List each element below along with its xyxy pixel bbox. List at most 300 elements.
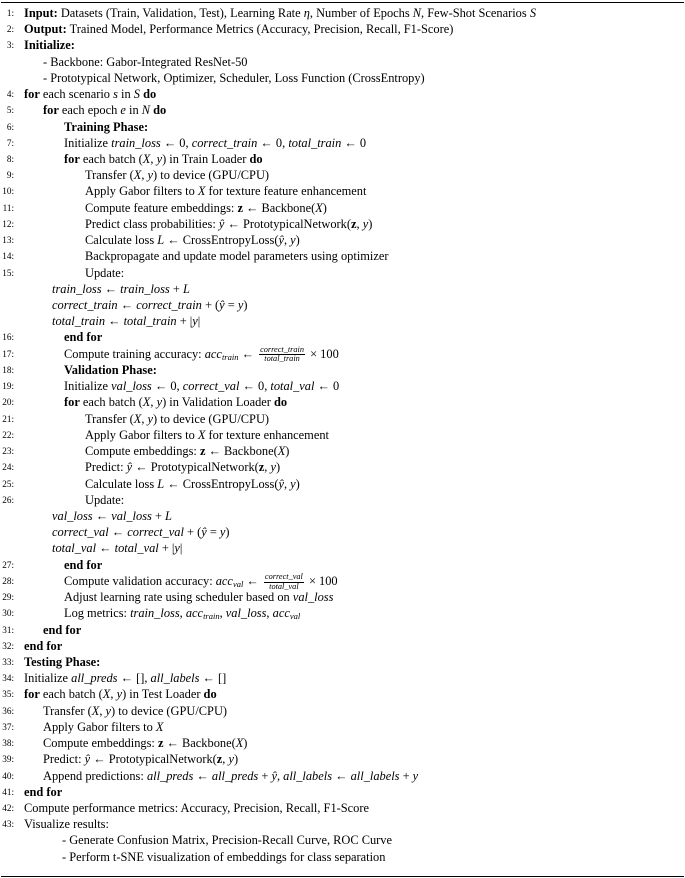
line-text <box>52 313 200 330</box>
line-text <box>24 638 62 655</box>
line-text <box>43 102 166 119</box>
text-run: Initialize <box>64 135 112 150</box>
text-run: + ( <box>201 298 220 313</box>
text-run: ) <box>225 525 230 540</box>
math-symbol: X <box>197 427 206 442</box>
keyword: Validation Phase: <box>64 362 157 377</box>
text-run: ) to device (GPU/CPU) <box>153 411 270 426</box>
math-symbol: η <box>303 6 310 20</box>
line-number: 25: <box>2 478 14 489</box>
math-symbol: y <box>192 314 198 329</box>
keyword: end for <box>24 784 63 799</box>
algorithm-line <box>0 248 685 265</box>
line-number: 27: <box>2 559 14 570</box>
line-number: 32: <box>2 640 14 651</box>
line-number: 23: <box>2 446 14 457</box>
math-symbol: y <box>174 541 180 556</box>
line-text <box>85 476 300 493</box>
text-run: + | <box>158 541 175 556</box>
algorithm-line <box>0 768 685 785</box>
text-run: | <box>179 541 183 556</box>
text-run: × 100 <box>305 573 338 588</box>
math-symbol: y <box>219 525 226 540</box>
line-number: 37: <box>2 721 14 732</box>
line-text <box>24 816 109 833</box>
line-number: 18: <box>2 364 14 375</box>
algorithm-line <box>0 508 685 525</box>
line-text <box>24 5 536 22</box>
math-symbol: y <box>156 395 163 410</box>
keyword: Input: <box>24 6 58 20</box>
algorithm-line <box>0 816 685 833</box>
line-text <box>64 151 263 168</box>
algorithm-line <box>0 832 685 849</box>
line-number: 20: <box>2 397 14 408</box>
line-text <box>85 183 366 200</box>
line-text <box>64 557 102 574</box>
line-text <box>85 427 329 444</box>
keyword: Training Phase: <box>64 119 149 134</box>
line-number: 10: <box>2 186 14 197</box>
algorithm-line <box>0 135 685 152</box>
text-run: Compute validation accuracy: <box>64 573 216 588</box>
text-run: Calculate loss <box>85 476 158 491</box>
math-symbol: y <box>290 233 296 248</box>
line-text <box>24 21 453 38</box>
algorithm-line <box>0 102 685 119</box>
math-symbol: y <box>362 216 369 231</box>
text-run: ) <box>285 444 290 459</box>
algorithm-line <box>0 167 685 184</box>
math-symbol: ŷ <box>218 216 225 231</box>
algorithm-line <box>0 200 685 217</box>
text-run: ← CrossEntropyLoss( <box>164 476 279 491</box>
text-run: - Backbone: Gabor-Integrated ResNet-50 <box>43 54 248 69</box>
math-symbol: L <box>165 508 172 523</box>
algorithm-line <box>0 265 685 282</box>
line-text <box>43 735 247 752</box>
text-run: Adjust learning rate using scheduler based on <box>64 590 293 605</box>
keyword: for <box>24 687 40 702</box>
math-symbol: y <box>270 460 276 475</box>
text-run: , <box>99 703 106 718</box>
math-symbol: ŷ <box>201 525 207 540</box>
math-symbol: X <box>197 184 206 199</box>
bottom-rule <box>1 876 684 877</box>
text-run: Trained Model, Performance Metrics (Accuracy, Precision, Recall, F1-Score) <box>66 22 454 37</box>
algorithm-line <box>0 751 685 768</box>
text-run: ← <box>193 768 212 783</box>
math-symbol: all_preds <box>146 768 194 783</box>
line-text <box>52 540 182 557</box>
text-run: , <box>150 395 157 410</box>
keyword: Output: <box>24 22 67 37</box>
line-number: 35: <box>2 689 14 700</box>
text-run: ) <box>295 233 300 248</box>
line-number: 41: <box>2 786 14 797</box>
line-text <box>85 443 289 460</box>
fraction-numerator: correct_val <box>264 572 303 582</box>
line-text <box>85 459 280 476</box>
line-number: 12: <box>2 218 14 229</box>
math-symbol: total_train <box>52 314 106 329</box>
text-run: - Generate Confusion Matrix, Precision-Recall Curve, ROC Curve <box>62 833 392 848</box>
algorithm-line <box>0 573 685 590</box>
algorithm-line <box>0 346 685 363</box>
text-run: Compute feature embeddings: <box>85 200 238 215</box>
text-run: , <box>283 476 291 491</box>
text-run: Transfer ( <box>43 703 92 718</box>
text-run: ← [], <box>117 671 151 686</box>
algorithm-line <box>0 313 685 330</box>
algorithm-line <box>0 540 685 557</box>
text-run: ← <box>101 281 121 296</box>
text-run: , <box>110 687 117 702</box>
text-run: ← Backbone( <box>163 736 236 751</box>
line-number: 33: <box>2 656 14 667</box>
math-symbol: val_loss <box>111 379 152 394</box>
line-text <box>43 768 418 785</box>
line-number: 5: <box>6 105 14 116</box>
text-run: Predict: <box>43 752 85 767</box>
algorithm-line <box>0 849 685 866</box>
math-symbol: all_preds <box>211 768 259 783</box>
text-run: Backpropagate and update model parameters using optimizer <box>85 249 389 264</box>
keyword: for <box>64 152 80 167</box>
text-run: , Few-Shot Scenarios <box>421 6 530 20</box>
line-text <box>64 394 287 411</box>
text-run: each scenario <box>39 87 114 102</box>
text-run: each batch ( <box>79 152 143 167</box>
text-run: Predict class probabilities: <box>85 216 219 231</box>
line-number: 43: <box>2 819 14 830</box>
text-run: ← PrototypicalNetwork( <box>224 216 351 231</box>
line-number: 39: <box>2 754 14 765</box>
math-symbol: y <box>412 768 419 783</box>
line-number: 34: <box>2 673 14 684</box>
math-symbol: ŷ <box>278 233 284 248</box>
line-text <box>24 86 156 103</box>
line-number: 14: <box>2 251 14 262</box>
line-number: 19: <box>2 381 14 392</box>
math-symbol: y <box>237 298 244 313</box>
text-run: , <box>266 606 273 621</box>
line-text <box>85 167 269 184</box>
line-number: 28: <box>2 575 14 586</box>
math-symbol: X <box>315 200 323 215</box>
line-text <box>64 119 148 136</box>
math-symbol: total_val <box>114 541 159 556</box>
text-run: , <box>141 411 148 426</box>
text-run: ← PrototypicalNetwork( <box>132 460 259 475</box>
algorithm-line <box>0 670 685 687</box>
math-symbol: y <box>116 687 123 702</box>
text-run: ← PrototypicalNetwork( <box>90 752 217 767</box>
line-number: 2: <box>6 24 14 35</box>
line-text <box>85 200 327 217</box>
line-text <box>52 524 230 541</box>
math-symbol: y <box>228 752 234 767</box>
math-symbol: X <box>133 411 142 426</box>
algorithm-line <box>0 459 685 476</box>
math-symbol: ŷ <box>271 768 277 783</box>
line-text <box>64 362 157 379</box>
text-run: each batch ( <box>79 395 143 410</box>
math-symbol: X <box>133 168 142 183</box>
math-symbol: correct_val <box>127 525 184 540</box>
math-symbol: val_loss <box>292 590 334 605</box>
algorithm-line <box>0 800 685 817</box>
text-run: Predict: <box>85 460 127 475</box>
keyword: Initialize: <box>24 38 75 53</box>
text-run: ) <box>243 736 248 751</box>
text-run: Visualize results: <box>24 817 109 832</box>
text-run: , <box>283 233 291 248</box>
text-run: Compute training accuracy: <box>64 346 205 361</box>
line-number: 17: <box>2 348 14 359</box>
math-symbol: e <box>120 103 126 118</box>
math-symbol: X <box>277 444 286 459</box>
keyword: for <box>64 395 80 410</box>
math-symbol: correct_val <box>52 525 109 540</box>
text-run: Calculate loss <box>85 233 158 248</box>
line-text <box>52 281 190 298</box>
text-run: Append predictions: <box>43 768 147 783</box>
algorithm-line <box>0 686 685 703</box>
algorithm-line <box>0 589 685 606</box>
math-symbol: L <box>157 476 165 491</box>
line-number: 26: <box>2 494 14 505</box>
line-text <box>62 849 385 866</box>
keyword: z <box>351 216 357 231</box>
text-run: ← <box>332 768 351 783</box>
text-run: Initialize <box>24 671 72 686</box>
text-run: each epoch <box>58 103 121 118</box>
text-run: + <box>399 768 413 783</box>
text-run: + <box>151 508 166 523</box>
text-run: ) <box>368 216 373 231</box>
line-number: 31: <box>2 624 14 635</box>
math-symbol: y <box>147 168 154 183</box>
text-run: , <box>264 460 271 475</box>
math-symbol: val_loss <box>225 606 267 621</box>
text-run: Transfer ( <box>85 168 134 183</box>
keyword: z <box>237 200 243 215</box>
keyword: Testing Phase: <box>24 654 101 669</box>
text-run: ) to device (GPU/CPU) <box>111 703 228 718</box>
keyword: do <box>249 152 263 167</box>
math-symbol: ŷ <box>278 476 284 491</box>
text-run: , <box>141 168 148 183</box>
line-number: 13: <box>2 235 14 246</box>
algorithm-line <box>0 443 685 460</box>
line-text <box>85 248 388 265</box>
text-run: ← <box>96 541 115 556</box>
math-symbol: ŷ <box>126 460 133 475</box>
math-symbol: all_labels <box>150 671 200 686</box>
math-symbol: y <box>147 411 154 426</box>
line-text <box>24 686 217 703</box>
math-symbol: ŷ <box>84 752 91 767</box>
algorithm-line <box>0 557 685 574</box>
keyword: z <box>157 736 164 751</box>
keyword: end for <box>24 638 63 653</box>
text-run: , <box>219 606 226 621</box>
text-run: ← 0, <box>151 379 183 394</box>
line-text <box>85 232 300 249</box>
text-run: ← 0, <box>257 135 289 150</box>
algorithm-line <box>0 119 685 136</box>
algorithm-line <box>0 232 685 249</box>
line-number: 1: <box>6 8 14 18</box>
math-symbol: N <box>141 103 151 118</box>
keyword: end for <box>64 330 103 345</box>
math-symbol: acc <box>215 573 233 588</box>
text-run: ← CrossEntropyLoss( <box>164 233 279 248</box>
line-number: 16: <box>2 332 14 343</box>
line-number: 15: <box>2 267 14 278</box>
text-run: ) to device (GPU/CPU) <box>153 168 270 183</box>
line-text <box>24 670 226 687</box>
algorithm-line <box>0 622 685 639</box>
text-run: Apply Gabor filters to <box>43 719 156 734</box>
text-run: , <box>356 216 363 231</box>
math-symbol: total_train <box>123 314 177 329</box>
math-symbol: y <box>156 152 163 167</box>
text-run: each batch ( <box>39 687 103 702</box>
subscript: val <box>232 578 244 589</box>
line-number: 30: <box>2 608 14 619</box>
math-symbol: correct_val <box>182 379 240 394</box>
algorithm-line <box>0 54 685 71</box>
line-text <box>43 719 163 736</box>
text-run: ← 0 <box>314 379 340 394</box>
text-run: Compute embeddings: <box>85 444 200 459</box>
line-text <box>85 265 124 282</box>
math-symbol: y <box>290 476 296 491</box>
text-run: , Number of Epochs <box>309 6 413 20</box>
math-symbol: X <box>91 703 100 718</box>
line-number: 6: <box>6 121 14 132</box>
keyword: end for <box>64 557 103 572</box>
line-number: 7: <box>6 137 14 148</box>
algorithm-line <box>0 21 685 38</box>
math-symbol: val_loss <box>52 508 93 523</box>
line-text <box>64 378 339 395</box>
text-run: Datasets (Train, Validation, Test), Learning Rate <box>57 6 304 20</box>
math-symbol: train_loss <box>120 281 170 296</box>
line-text <box>24 654 100 671</box>
math-symbol: s <box>113 87 118 102</box>
text-run: = <box>206 525 220 540</box>
text-run: ← 0, <box>160 135 192 150</box>
math-symbol: L <box>157 233 165 248</box>
algorithm-line <box>0 605 685 622</box>
math-symbol: train_loss <box>111 135 161 150</box>
math-symbol: correct_train <box>136 298 202 313</box>
math-symbol: val_loss <box>111 508 152 523</box>
line-number: 38: <box>2 738 14 749</box>
text-run: ← <box>108 525 128 540</box>
text-run: = <box>224 298 238 313</box>
text-run: in <box>125 103 142 118</box>
math-symbol: L <box>182 281 190 296</box>
algorithm-line <box>0 411 685 428</box>
line-number: 21: <box>2 413 14 424</box>
math-symbol: acc <box>185 606 204 621</box>
line-number: 40: <box>2 770 14 781</box>
keyword: end for <box>43 622 82 637</box>
algorithm-line <box>0 476 685 493</box>
algorithm-line <box>0 719 685 736</box>
line-text <box>24 37 75 54</box>
algorithm-line <box>0 524 685 541</box>
keyword: do <box>153 103 167 118</box>
keyword: do <box>274 395 288 410</box>
line-text <box>64 329 102 346</box>
line-number: 4: <box>6 89 14 100</box>
text-run: ← <box>117 298 137 313</box>
text-run: - Perform t-SNE visualization of embeddings for class separation <box>62 849 386 864</box>
math-symbol: total_val <box>52 541 97 556</box>
text-run: ) <box>322 200 327 215</box>
line-number: 9: <box>6 170 14 181</box>
text-run: | <box>197 314 201 329</box>
fraction-numerator: correct_train <box>260 344 304 354</box>
line-text <box>43 751 238 768</box>
math-symbol: S <box>133 87 140 102</box>
math-symbol: acc <box>204 346 222 361</box>
math-symbol: X <box>102 687 111 702</box>
top-rule <box>1 2 684 3</box>
subscript: val <box>289 611 301 622</box>
line-number: 8: <box>6 154 14 165</box>
keyword: for <box>43 103 59 118</box>
algorithm-line <box>0 183 685 200</box>
math-symbol: total_val <box>270 379 315 394</box>
text-run: + ( <box>183 525 202 540</box>
math-symbol: acc <box>272 606 290 621</box>
algorithm-line <box>0 216 685 233</box>
line-text <box>24 784 62 801</box>
line-text <box>85 492 124 509</box>
math-symbol: train_loss <box>130 606 180 621</box>
text-run: Compute performance metrics: Accuracy, Precision, Recall, F1-Score <box>24 801 369 815</box>
algorithm-line <box>0 784 685 801</box>
algorithm-line <box>0 394 685 411</box>
algorithm-line <box>0 638 685 655</box>
text-run: + | <box>176 314 193 329</box>
text-run: for texture enhancement <box>205 427 329 442</box>
algorithm-line <box>0 362 685 379</box>
text-run: ← 0 <box>341 135 367 150</box>
algorithm-line <box>0 151 685 168</box>
text-run: ) <box>233 752 239 767</box>
math-symbol: y <box>105 703 112 718</box>
text-run: Initialize <box>64 379 112 394</box>
text-run: for texture feature enhancement <box>205 184 367 199</box>
line-number: 24: <box>2 462 14 473</box>
keyword: do <box>143 87 157 102</box>
keyword: z <box>258 460 265 475</box>
line-number: 3: <box>6 40 14 51</box>
algorithm-line <box>0 70 685 87</box>
text-run: ← <box>243 573 262 588</box>
math-symbol: correct_train <box>52 298 118 313</box>
line-text <box>24 800 369 817</box>
algorithm-line <box>0 703 685 720</box>
line-number: 11: <box>2 202 14 213</box>
